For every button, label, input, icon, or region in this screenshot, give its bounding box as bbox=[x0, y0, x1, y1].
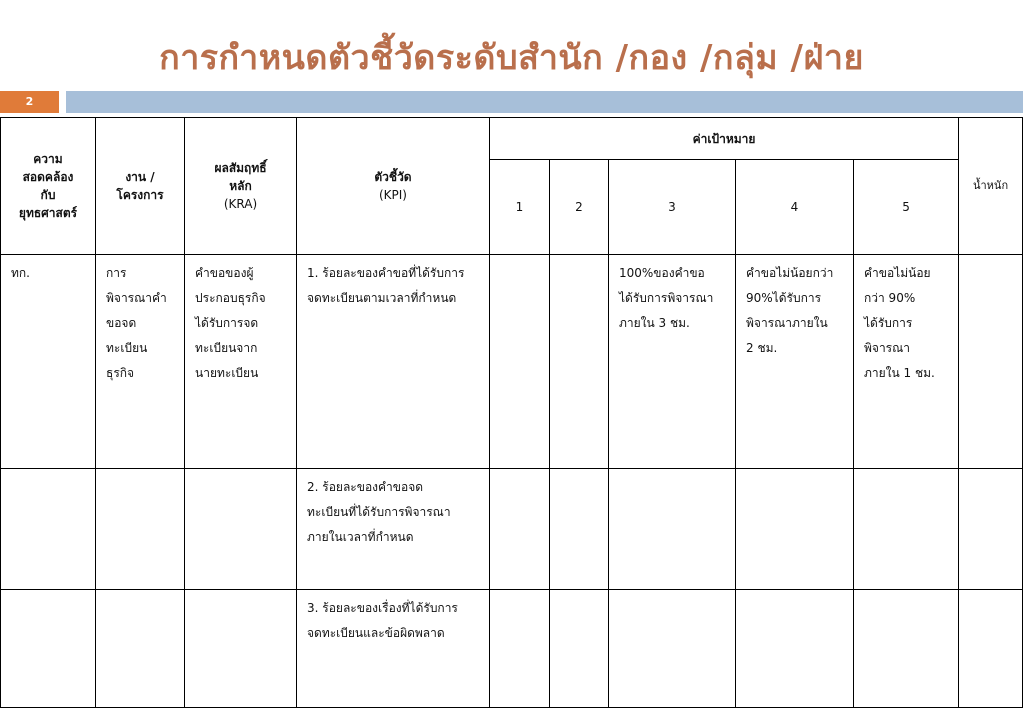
cell-target-4 bbox=[736, 255, 854, 469]
header-kra-label: ผลสัมฤทธิ์ หลัก bbox=[214, 161, 267, 193]
cell-kpi bbox=[297, 590, 490, 708]
slide-title: การกำหนดตัวชี้วัดระดับสำนัก /กอง /กลุ่ม /ฝ่าย bbox=[159, 38, 864, 78]
table-row bbox=[1, 255, 1023, 469]
header-level-5: 5 bbox=[854, 160, 959, 255]
header-kpi-abbr: (KPI) bbox=[378, 188, 407, 202]
cell-project bbox=[96, 255, 185, 469]
cell-target-5 bbox=[854, 255, 959, 469]
cell-target-1 bbox=[490, 469, 550, 590]
header-kra bbox=[185, 118, 297, 255]
cell-kpi-text: 2. ร้อยละของคำขอจด ทะเบียนที่ได้รับการพิจารณา ภายในเวลาที่กำหนด bbox=[307, 480, 451, 544]
cell-target-1 bbox=[490, 590, 550, 708]
header-project bbox=[96, 118, 185, 255]
cell-kra bbox=[185, 469, 297, 590]
header-weight bbox=[959, 118, 1023, 255]
header-alignment bbox=[1, 118, 96, 255]
header-alignment-label: ความ สอดคล้อง กับ ยุทธศาสตร์ bbox=[18, 152, 78, 220]
cell-kra-text: คำขอของผู้ ประกอบธุรกิจ ได้รับการจด ทะเบียนจาก นายทะเบียน bbox=[195, 266, 266, 380]
cell-target-4 bbox=[736, 469, 854, 590]
cell-project bbox=[96, 590, 185, 708]
cell-kpi bbox=[297, 255, 490, 469]
table-row bbox=[1, 469, 1023, 590]
header-accent-bar bbox=[66, 91, 1023, 113]
cell-target-2 bbox=[550, 255, 609, 469]
cell-alignment bbox=[1, 469, 96, 590]
kpi-table bbox=[0, 117, 1023, 708]
cell-target-3 bbox=[609, 469, 736, 590]
header-target-label: ค่าเป้าหมาย bbox=[692, 131, 756, 146]
cell-target-2 bbox=[550, 590, 609, 708]
cell-target-3 bbox=[609, 255, 736, 469]
cell-project-text: การ พิจารณาคำ ขอจด ทะเบียน ธุรกิจ bbox=[106, 266, 167, 380]
header-level-1: 1 bbox=[490, 160, 550, 255]
header-level-4: 4 bbox=[736, 160, 854, 255]
cell-target-5 bbox=[854, 590, 959, 708]
header-level-2: 2 bbox=[550, 160, 609, 255]
slide-number-badge bbox=[0, 91, 59, 113]
header-kpi-label: ตัวชี้วัด bbox=[374, 170, 412, 184]
cell-target-2 bbox=[550, 469, 609, 590]
cell-kra bbox=[185, 255, 297, 469]
header-project-label: งาน / โครงการ bbox=[116, 170, 164, 202]
header-target-group bbox=[490, 118, 959, 160]
cell-kpi-text: 3. ร้อยละของเรื่องที่ได้รับการ จดทะเบียนและข้อผิดพลาด bbox=[307, 601, 458, 640]
header-level-3: 3 bbox=[609, 160, 736, 255]
cell-alignment-text: ทก. bbox=[11, 266, 30, 280]
cell-weight bbox=[959, 469, 1023, 590]
cell-target-5-text: คำขอไม่น้อย กว่า 90% ได้รับการ พิจารณา ภายใน 1 ชม. bbox=[864, 266, 935, 380]
cell-alignment bbox=[1, 255, 96, 469]
slide-number: 2 bbox=[25, 95, 34, 108]
cell-weight bbox=[959, 255, 1023, 469]
cell-target-3 bbox=[609, 590, 736, 708]
cell-target-4 bbox=[736, 590, 854, 708]
header-kra-abbr: (KRA) bbox=[223, 197, 258, 211]
cell-kpi-text: 1. ร้อยละของคำขอที่ได้รับการ จดทะเบียนตามเวลาที่กำหนด bbox=[307, 266, 465, 305]
header-row-top bbox=[1, 118, 1023, 160]
header-weight-label: น้ำหนัก bbox=[972, 179, 1009, 192]
table-row bbox=[1, 590, 1023, 708]
cell-target-4-text: คำขอไม่น้อยกว่า 90%ได้รับการ พิจารณาภายใน 2 ชม. bbox=[746, 266, 834, 355]
cell-project bbox=[96, 469, 185, 590]
cell-target-5 bbox=[854, 469, 959, 590]
header-kpi bbox=[297, 118, 490, 255]
cell-target-3-text: 100%ของคำขอ ได้รับการพิจารณา ภายใน 3 ชม. bbox=[619, 266, 714, 330]
cell-kpi bbox=[297, 469, 490, 590]
cell-target-1 bbox=[490, 255, 550, 469]
cell-weight bbox=[959, 590, 1023, 708]
cell-kra bbox=[185, 590, 297, 708]
cell-alignment bbox=[1, 590, 96, 708]
